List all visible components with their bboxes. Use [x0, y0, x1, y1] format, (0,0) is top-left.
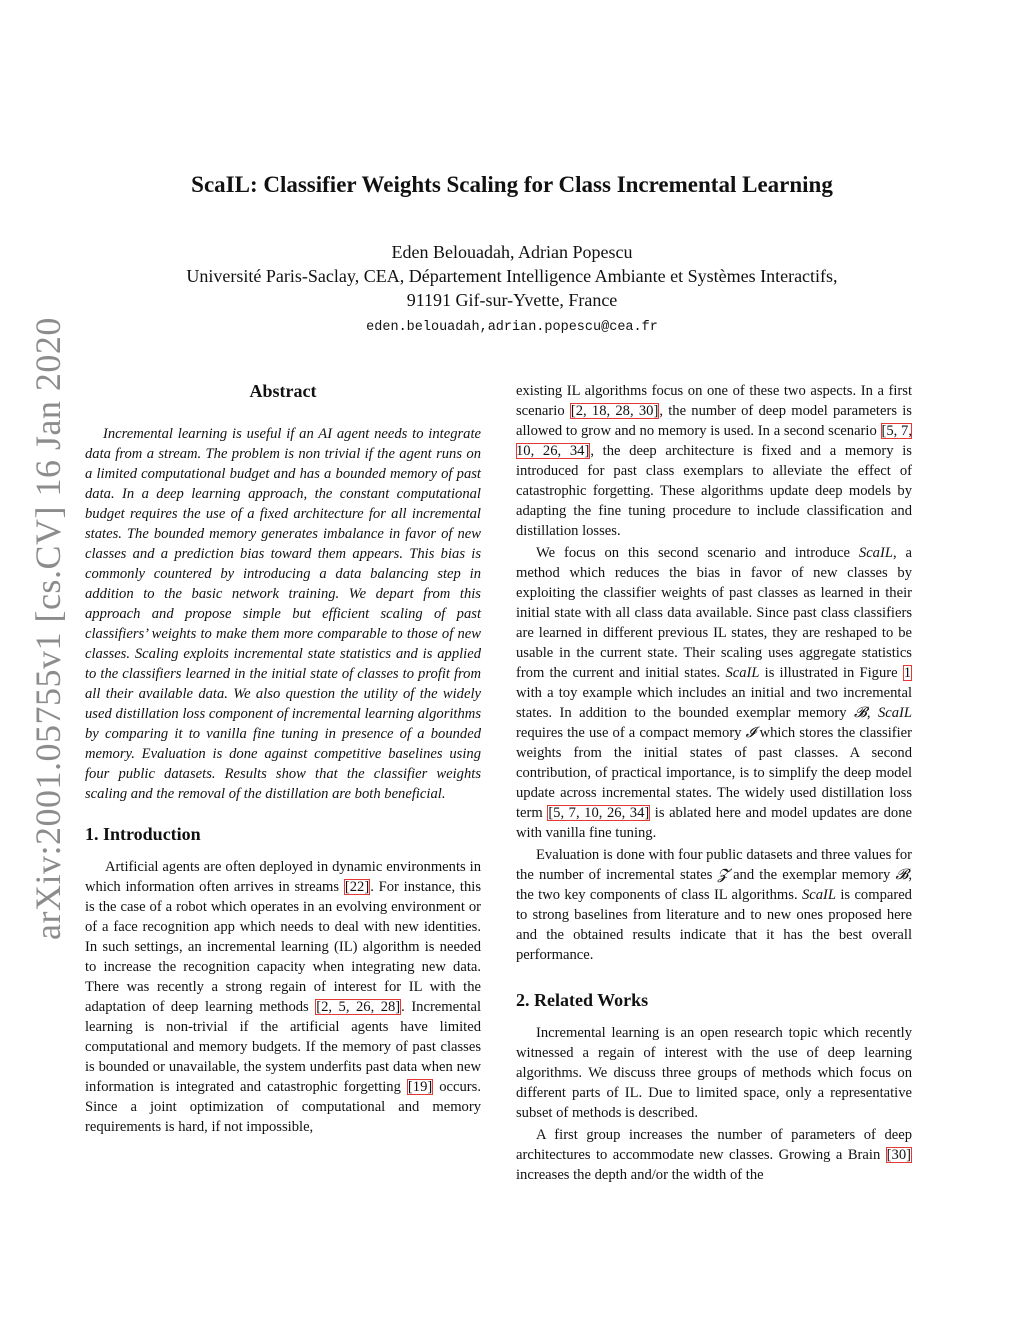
citation-link[interactable]: [5, 7, 10, 26, 34] [548, 805, 650, 821]
figure-link[interactable]: 1 [903, 665, 911, 681]
citation-link[interactable]: [5, 7, 10, 26, 34] [516, 423, 912, 459]
math-symbol: 𝓘 [745, 725, 756, 741]
citation-link[interactable]: [22] [344, 879, 370, 895]
math-symbol: 𝓑 [853, 705, 867, 721]
evaluation-paragraph: Evaluation is done with four public datasets and three values for the number of incremental states 𝓩 and the exemplar memory 𝓑, the two key components of class IL algorithms. ScaIL is compared to strong baselines from literature and to new ones proposed here and the obtained results indicate that it has the best overall performance. [516, 847, 912, 963]
paper-title: ScaIL: Classifier Weights Scaling for Class Incremental Learning [191, 172, 833, 197]
arxiv-identifier: arXiv:2001.05755v1 [cs.CV] 16 Jan 2020 [28, 317, 68, 940]
math-symbol: 𝓑 [895, 867, 909, 883]
abstract-heading: Abstract [249, 381, 317, 401]
left-column [85, 380, 481, 1137]
citation-link[interactable]: [19] [407, 1079, 433, 1095]
author-block [0, 240, 1024, 340]
math-symbol: ScaIL [858, 545, 893, 561]
introduction-paragraph: Artificial agents are often deployed in dynamic environments in which information often arrives in streams [22]. For instance, this is the case of a robot which operates in an evolving environment or of a face recognition app which needs to deal with new identities. In such settings, an incremental learning (IL) algorithm is needed to increase the recognition capacity when integrating new data. There was recently a strong regain of interest for IL with the adaptation of deep learning methods [2, 5, 26, 28]. Incremental learning is non-trivial if the artificial agents have limited computational and memory budgets. If the memory of past classes is bounded or unavailable, the system underfits past data when new information is integrated and catastrophic forgetting [19] occurs. Since a joint optimization of computational and memory requirements is hard, if not impossible, [85, 859, 481, 1135]
math-symbol: 𝓩 [717, 867, 728, 883]
abstract-text: Incremental learning is useful if an AI agent needs to integrate data from a stream. The problem is non trivial if the agent runs on a limited computational budget and has a bounded memory of past data. In a deep learning approach, the constant computational budget requires the use of a fixed architecture for all incremental states. The bounded memory generates imbalance in favor of new classes and a prediction bias toward them appears. This bias is commonly countered by introducing a data balancing step in addition to the basic network training. We depart from this approach and propose simple but efficient scaling of past classifiers’ weights to make them more comparable to those of new classes. Scaling exploits incremental state statistics and is applied to the classifiers learned in the initial state of classes to profit from all their available data. We also question the utility of the widely used distillation loss component of incremental learning algorithms by comparing it to vanilla fine tuning in presence of a bounded memory. Evaluation is done against competitive baselines using four public datasets. Results show that the classifier weights scaling and the removal of the distillation are both beneficial. [85, 426, 481, 802]
author-names: Eden Belouadah, Adrian Popescu [391, 242, 633, 262]
related-works-heading: 2. Related Works [516, 990, 649, 1010]
affiliation-line-1: Université Paris-Saclay, CEA, Département Intelligence Ambiante et Systèmes Interactifs, [186, 266, 838, 286]
right-column [516, 381, 912, 1185]
math-symbol: ScaIL [725, 665, 760, 681]
method-paragraph: We focus on this second scenario and introduce ScaIL, a method which reduces the bias in favor of new classes by exploiting the classifier weights of past classes as learned in their initial state with all class data available. Since past class classifiers are learned in different previous IL states, they are reshaped to be usable in the current state. Their scaling uses aggregate statistics from the current and initial states. ScaIL is illustrated in Figure 1 with a toy example which includes an initial and two incremental states. In addition to the bounded exemplar memory 𝓑, ScaIL requires the use of a compact memory 𝓘 which stores the classifier weights from the initial states of past classes. A second contribution, of practical importance, is to simplify the deep model update across incremental states. The widely used distillation loss term [5, 7, 10, 26, 34] is ablated here and model updates are done with vanilla fine tuning. [516, 545, 913, 841]
citation-link[interactable]: [2, 18, 28, 30] [570, 403, 659, 419]
citation-link[interactable]: [30] [886, 1147, 911, 1163]
citation-link[interactable]: [2, 5, 26, 28] [316, 999, 401, 1015]
math-symbol: ScaIL [801, 887, 837, 903]
introduction-heading: 1. Introduction [85, 824, 201, 844]
intro-continued-paragraph: existing IL algorithms focus on one of these two aspects. In a first scenario [2, 18, 28, 30], the number of deep model parameters is allowed to grow and no memory is used. In a second scenario [5, 7, 10, 26, 34], the deep architecture is fixed and a memory is introduced for past class exemplars to alleviate the effect of catastrophic forgetting. These algorithms update deep models by adapting the fine tuning procedure to include classification and distillation losses. [516, 383, 912, 539]
related-works-paragraph: A first group increases the number of parameters of deep architectures to accommodate new classes. Growing a Brain [30] increases the depth and/or the width of the [516, 1127, 912, 1183]
math-symbol: ScaIL [877, 705, 913, 721]
author-email: eden.belouadah,adrian.popescu@cea.fr [366, 320, 658, 335]
related-works-paragraph: Incremental learning is an open research topic which recently witnessed a regain of interest with the use of deep learning algorithms. We discuss three groups of methods which focus on different parts of IL. Due to limited space, only a representative subset of methods is described. [516, 1025, 912, 1121]
affiliation-line-2: 91191 Gif-sur-Yvette, France [406, 290, 618, 310]
